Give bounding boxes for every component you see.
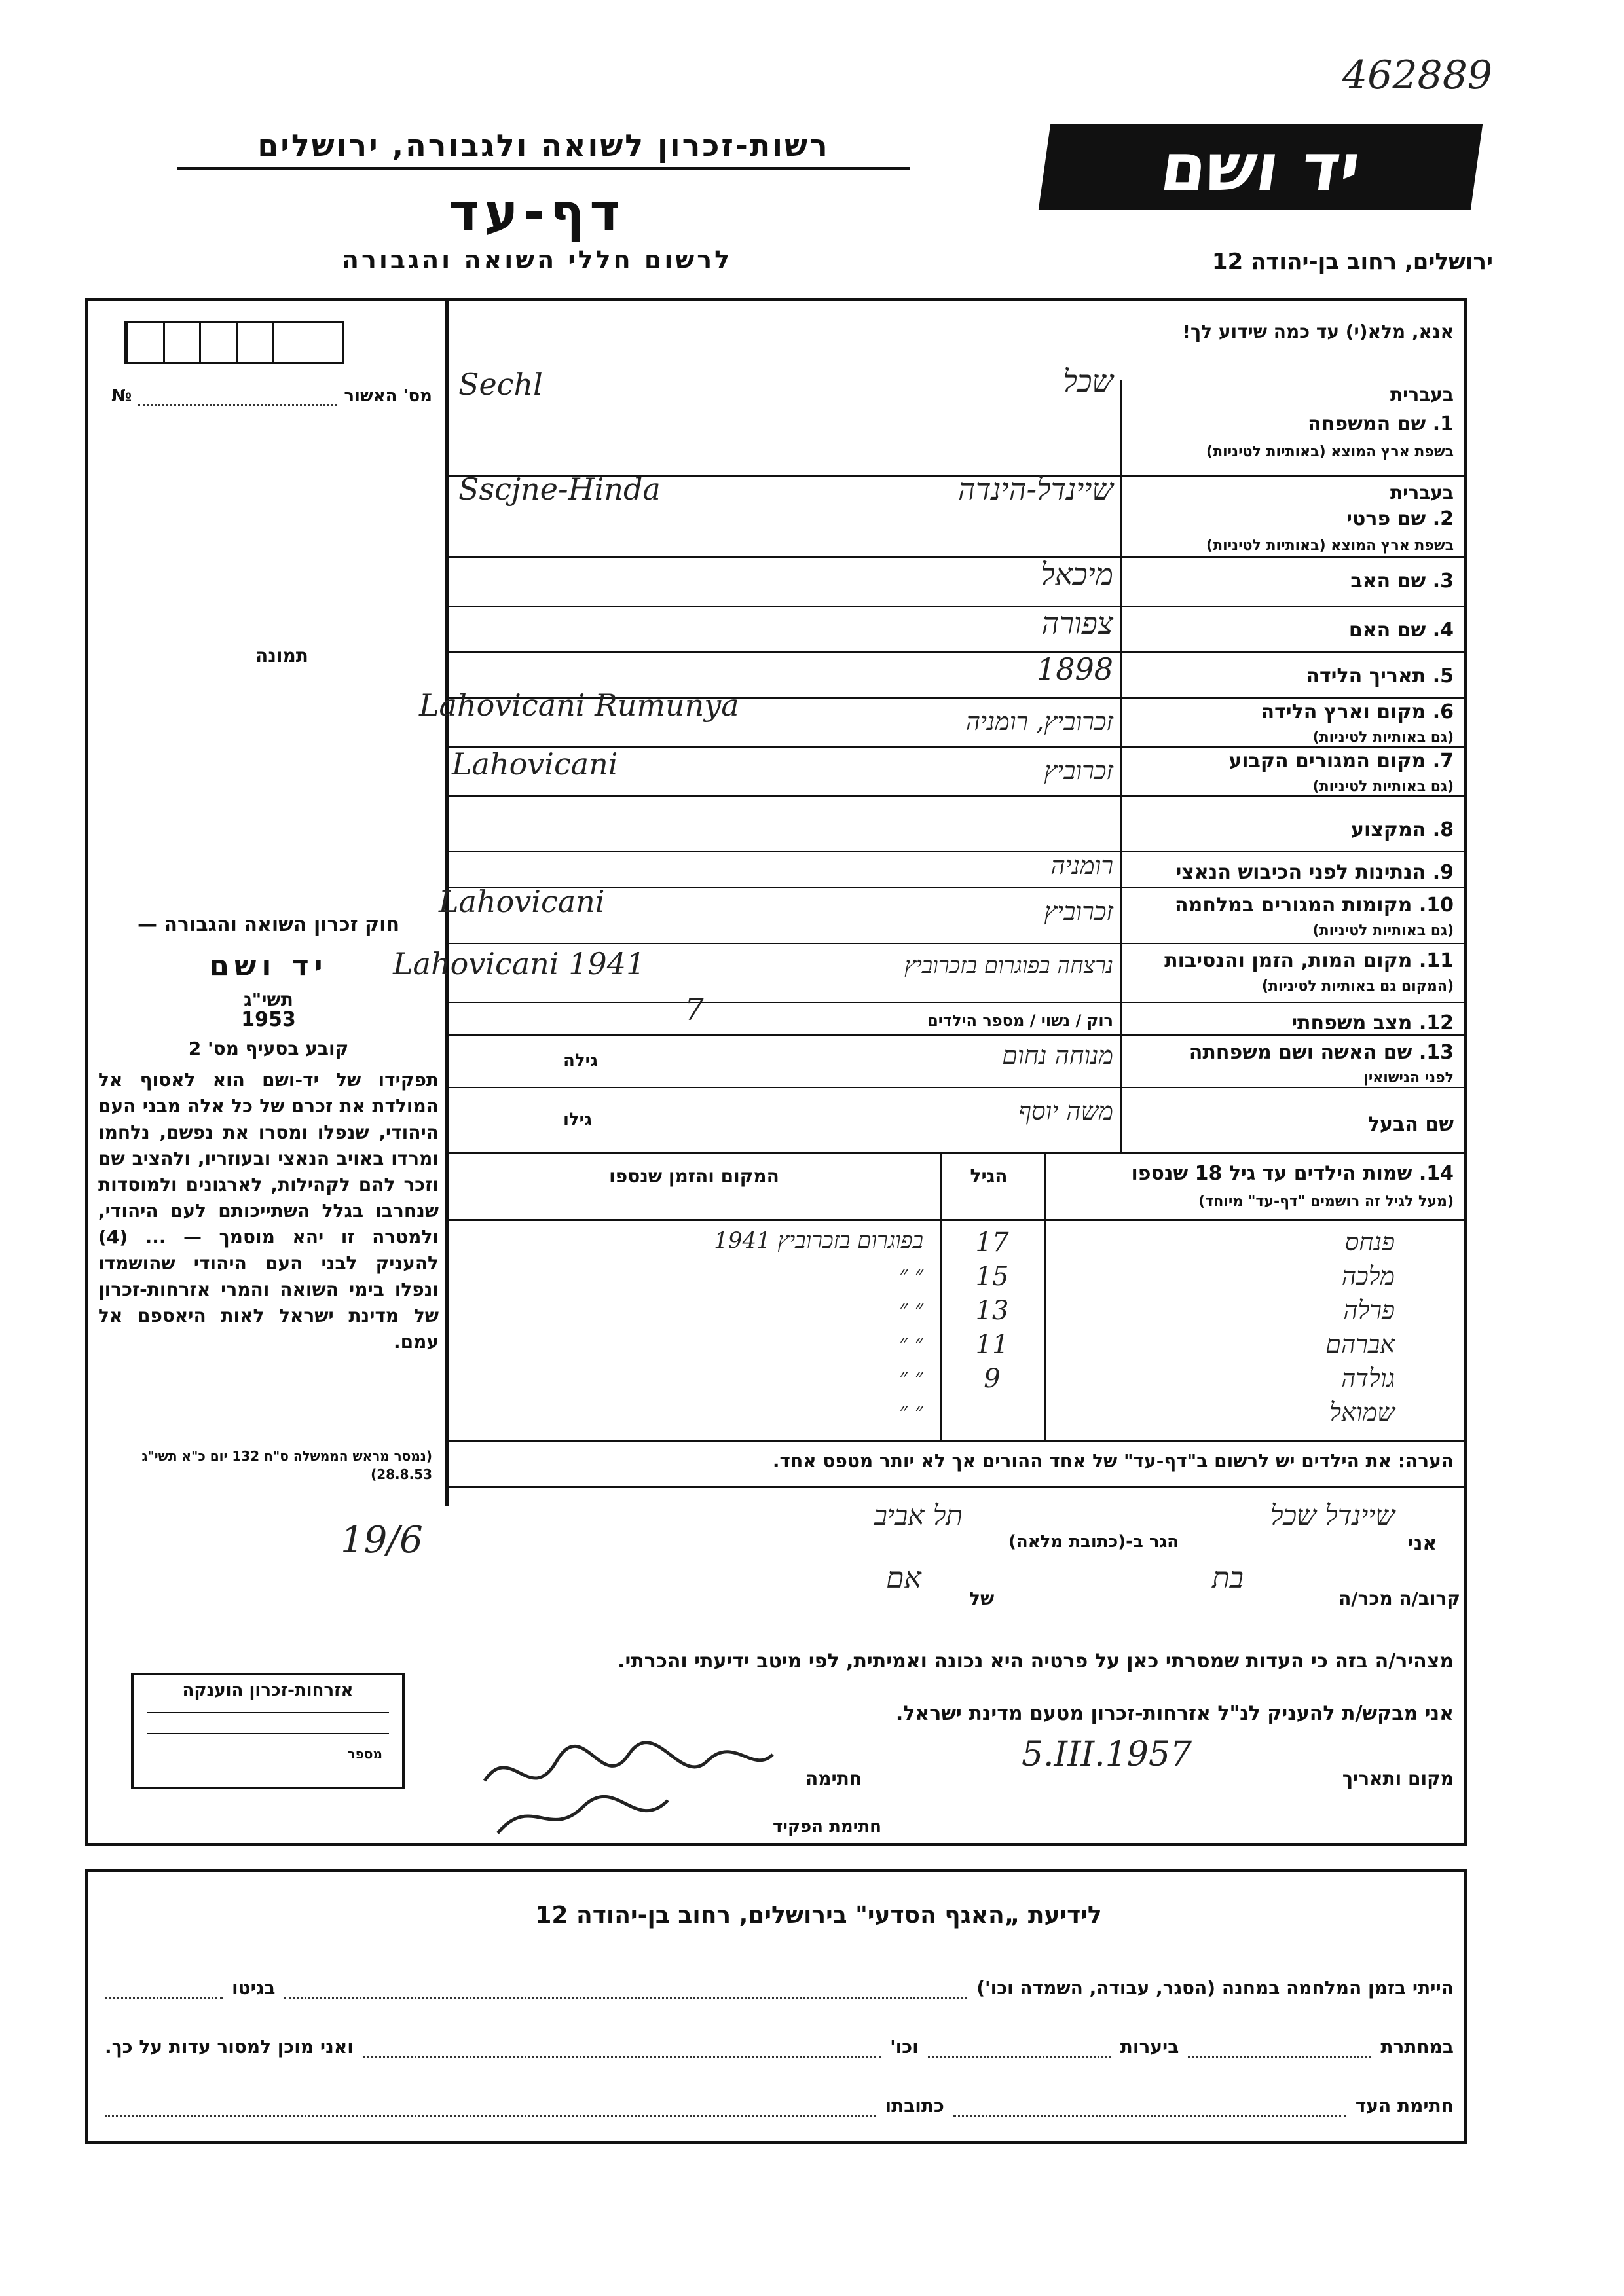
question-first-name xyxy=(1126,481,1454,556)
birth-place-value[interactable]: זכרוביץ, רומניה xyxy=(965,707,1113,736)
surname-label: שם המשפחה xyxy=(1308,412,1426,435)
wartime-label: מקומות המגורים במלחמה xyxy=(1175,894,1412,917)
birth-date-value[interactable]: 1898 xyxy=(1036,651,1113,687)
question-citizenship xyxy=(1126,861,1454,884)
signature-scribble[interactable] xyxy=(471,1735,786,1794)
residence-value[interactable]: זכרוביץ xyxy=(1044,756,1113,785)
wife-label: שם האשה ושם משפחתה xyxy=(1189,1041,1412,1064)
child-death-place[interactable]: ״ ״ xyxy=(899,1364,923,1390)
first-name-sub: בשפת ארץ המוצא (באותיות לטיניות) xyxy=(1206,538,1454,554)
question-wife xyxy=(1126,1041,1454,1087)
residence-num: 7. xyxy=(1432,750,1454,773)
place-date-label: מקום ותאריך xyxy=(1342,1768,1454,1789)
declaration-text: מצהיר/ה בזה כי העדות שמסרתי כאן על פרטיה היא נכונה ואמיתית, לפי מיטב ידיעתי והכרתי. xyxy=(618,1650,1454,1673)
declarant-i-label: אני xyxy=(1408,1532,1437,1555)
child-row xyxy=(452,1398,1460,1430)
approval-number-label: מס' האשור xyxy=(344,386,432,406)
law-text: תפקידו של יד-ושם הוא לאסוף אל המולדת את זכרם של כל אלה מבני העם היהודי, שנפלו ומסרו את נפשם, נלחמו ומרדו באויב הנאצי ובעוזריו, ולהציב שם וזכר להם לקהילות, לארגונים ולמוסדות שנחרבו בגלל השתייכותם לעם היהודי, ולמטרה זו יהא מוסמך — ... (4) להעניק לבני העם היהודי שהושמדו ונפלו בימי השואה והמרי אזרחות-זכרון של מדינת ישראל לאות היאספם אל עמם. xyxy=(98,1069,439,1353)
question-father xyxy=(1126,570,1454,593)
question-death xyxy=(1126,949,1454,1002)
question-occupation xyxy=(1126,818,1454,842)
approval-number-symbol: № xyxy=(111,386,132,406)
child-row xyxy=(452,1296,1460,1328)
death-latin-value[interactable]: Lahovicani 1941 xyxy=(393,946,646,981)
child-name[interactable]: אברהם xyxy=(1325,1330,1395,1358)
child-name[interactable]: פרלה xyxy=(1343,1296,1395,1324)
question-family-status xyxy=(1126,1011,1454,1035)
law-footnote: (נמסר מראש הממשלה ס"ח 132 יום כ"א תשי"ג 28.8.53) xyxy=(141,1448,432,1482)
memorial-citizenship-stamp xyxy=(131,1673,405,1789)
child-death-place[interactable]: בפוגרום בזכרוביץ 1941 xyxy=(714,1228,923,1254)
child-death-place[interactable]: ״ ״ xyxy=(899,1330,923,1356)
children-count-value[interactable]: 7 xyxy=(684,992,704,1027)
place-column-header: המקום והזמן שנספו xyxy=(609,1165,779,1187)
question-birth-place xyxy=(1126,701,1454,746)
of-label: של xyxy=(969,1588,995,1609)
photo-label: תמונה xyxy=(255,645,308,666)
question-residence xyxy=(1126,750,1454,795)
law-year-heb: תשי"ג xyxy=(244,989,293,1010)
child-name[interactable]: גולדה xyxy=(1341,1364,1395,1393)
child-row xyxy=(452,1330,1460,1362)
birth-date-label: תאריך הלידה xyxy=(1306,665,1426,687)
forests-input[interactable] xyxy=(928,2056,1111,2058)
authority-name: רשות-זכרון לשואה ולגבורה, ירושלים xyxy=(177,128,910,170)
father-num: 3. xyxy=(1432,570,1454,592)
question-birth-date xyxy=(1126,665,1454,688)
child-age[interactable]: 17 xyxy=(975,1228,1009,1258)
question-surname xyxy=(1126,383,1454,475)
camp-label: הייתי בזמן המלחמה במחנה (הסגר, עבודה, השמדה וכו') xyxy=(976,1977,1454,1999)
witness-address-label: כתובתו xyxy=(885,2095,944,2117)
wife-num: 13. xyxy=(1418,1041,1454,1064)
logo-text: יד ושם xyxy=(1156,128,1365,206)
stamp-number-label: מספר xyxy=(347,1746,382,1762)
signature-label: חתימה xyxy=(805,1768,862,1789)
child-age[interactable]: 11 xyxy=(975,1330,1009,1360)
children-sub: (מעל לגיל זה רושמים "דף-עד" מיוחד) xyxy=(1198,1194,1454,1210)
first-name-hebrew-value[interactable]: שיינדל-הינדה xyxy=(957,471,1113,507)
death-label: מקום המות, הזמן והנסיבות xyxy=(1164,949,1412,972)
officer-signature-label: חתימת הפקיד xyxy=(773,1817,881,1836)
header-address: ירושלים, רחוב בן-יהודה 12 xyxy=(1211,249,1493,275)
occupation-num: 8. xyxy=(1432,818,1454,841)
surname-hebrew-label: בעברית xyxy=(1390,384,1454,405)
family-status-num: 12. xyxy=(1418,1011,1454,1034)
family-status-options: רוק / נשוי / מספר הילדים xyxy=(927,1011,1113,1030)
wartime-num: 10. xyxy=(1418,894,1454,917)
birth-place-latin-value[interactable]: Lahovicani Rumunya xyxy=(419,687,739,723)
child-death-place[interactable]: ״ ״ xyxy=(899,1398,923,1424)
death-value[interactable]: נרצחה בפוגרום בזכרוביץ xyxy=(904,953,1113,979)
question-husband xyxy=(1126,1113,1454,1137)
residence-sub: (גם באותיות לטיניות) xyxy=(1312,778,1454,795)
underground-input[interactable] xyxy=(1188,2056,1371,2058)
ghetto-label: בגיטו xyxy=(232,1977,276,1999)
law-year: 1953 xyxy=(241,1008,296,1031)
camp-input[interactable] xyxy=(284,1997,967,1999)
document-number: 462889 xyxy=(1342,52,1493,98)
child-name[interactable]: מלכה xyxy=(1341,1262,1395,1290)
age-column-header: הגיל xyxy=(970,1165,1008,1187)
of-value[interactable]: אם xyxy=(886,1561,921,1595)
stamp-title: אזרחות-זכרון הוענקה xyxy=(182,1681,354,1700)
residence-label: מקום המגורים הקבוע xyxy=(1228,750,1426,773)
death-sub: (המקום גם באותיות לטיניות) xyxy=(1261,978,1454,994)
surname-latin-value[interactable]: Sechl xyxy=(458,367,543,402)
occupation-label: המקצוע xyxy=(1350,818,1426,841)
witness-signature-label: חתימת העד xyxy=(1355,2095,1454,2117)
witness-signature-input[interactable] xyxy=(953,2115,1346,2117)
children-label: שמות הילדים עד גיל 18 שנספו xyxy=(1131,1162,1412,1185)
child-age[interactable]: 13 xyxy=(975,1296,1009,1326)
birth-place-label: מקום וארץ הלידה xyxy=(1261,701,1426,723)
approval-number-row xyxy=(111,386,432,406)
child-age[interactable]: 15 xyxy=(975,1262,1009,1292)
etc-label: וכו' xyxy=(890,2036,919,2058)
citizenship-num: 9. xyxy=(1432,861,1454,884)
ghetto-input[interactable] xyxy=(105,1997,223,1999)
law-title: חוק זכרון השואה והגבורה — xyxy=(137,913,400,936)
child-name[interactable]: פנחס xyxy=(1344,1228,1395,1256)
form-title: דף-עד xyxy=(449,183,625,242)
handwritten-date[interactable]: 19/6 xyxy=(341,1519,423,1561)
first-name-hebrew-label: בעברית xyxy=(1390,482,1454,503)
child-row xyxy=(452,1228,1460,1260)
note-text: הערה: את הילדים יש לרשום ב"דף-עד" של אחד ההורים אך לא יותר מטפס אחד. xyxy=(772,1450,1454,1472)
birth-date-num: 5. xyxy=(1432,665,1454,687)
child-row xyxy=(452,1262,1460,1294)
wife-sub: לפני הנישואין xyxy=(1363,1070,1454,1086)
wartime-sub: (גם באותיות לטיניות) xyxy=(1312,922,1454,939)
witness-address-input[interactable] xyxy=(105,2115,876,2117)
husband-value[interactable]: משה יוסף xyxy=(1018,1097,1113,1125)
citizenship-label: הנתינות לפני הכיבוש הנאצי xyxy=(1175,861,1426,884)
first-name-num: 2. xyxy=(1432,507,1454,530)
yad-vashem-logo xyxy=(1039,124,1483,210)
bottom-line-1 xyxy=(105,1977,1454,1999)
mother-num: 4. xyxy=(1432,619,1454,642)
child-death-place[interactable]: ״ ״ xyxy=(899,1296,923,1322)
intro-text: אנא, מלא(י) עד כמה שידוע לך! xyxy=(1182,321,1454,342)
first-name-latin-value[interactable]: Sscjne-Hinda xyxy=(458,471,661,507)
death-num: 11. xyxy=(1418,949,1454,972)
law-section: קובע בסעיף מס' 2 xyxy=(188,1038,349,1059)
children-header xyxy=(1048,1162,1454,1211)
underground-label: במחתרת xyxy=(1380,2036,1454,2058)
husband-age-label: גילו xyxy=(563,1110,592,1129)
child-age[interactable]: 9 xyxy=(984,1364,1001,1394)
testimony-willing-text: ואני מוכן למסור עדות על כך. xyxy=(105,2036,354,2058)
birth-place-num: 6. xyxy=(1432,701,1454,723)
forests-label: ביערות xyxy=(1120,2036,1179,2058)
question-wartime-places xyxy=(1126,894,1454,943)
bottom-line-2 xyxy=(105,2036,1454,2058)
bottom-title: לידיעת „האגף הסדעי" בירושלים, רחוב בן-יהודה 12 xyxy=(535,1902,1102,1929)
etc-input[interactable] xyxy=(363,2056,881,2058)
husband-label: שם הבעל xyxy=(1367,1113,1454,1136)
request-text: אני מבקש/ת להעניק לנ"ל אזרחות-זכרון מטעם מדינת ישראל. xyxy=(895,1702,1454,1725)
relation-value[interactable]: בת xyxy=(1211,1561,1244,1595)
surname-sub: בשפת ארץ המוצא (באותיות לטיניות) xyxy=(1206,444,1454,460)
form-subtitle: לרשום חללי השואה והגבורה xyxy=(341,246,733,274)
father-label: שם האב xyxy=(1350,570,1426,592)
mother-value[interactable]: צפורה xyxy=(1041,606,1113,641)
wife-value[interactable]: מנוחה נחום xyxy=(1002,1041,1113,1070)
residence-latin-value[interactable]: Lahovicani xyxy=(452,746,618,782)
wife-age-label: גילה xyxy=(563,1051,598,1070)
wartime-latin-value[interactable]: Lahovicani xyxy=(439,884,605,919)
declarant-address[interactable]: תל אביב xyxy=(874,1499,963,1531)
family-status-label: מצב משפחתי xyxy=(1291,1011,1412,1034)
wartime-value[interactable]: זכרוביץ xyxy=(1044,897,1113,926)
children-num: 14. xyxy=(1418,1162,1454,1185)
citizenship-value[interactable]: רומניה xyxy=(1050,851,1113,880)
bottom-line-3 xyxy=(105,2095,1454,2117)
relation-label: קרוב/ה מכר/ה xyxy=(1338,1588,1460,1609)
question-mother xyxy=(1126,619,1454,642)
number-boxes xyxy=(124,321,344,364)
child-death-place[interactable]: ״ ״ xyxy=(899,1262,923,1288)
declarant-address-label: הגר ב-(כתובת מלאה) xyxy=(1008,1532,1179,1552)
law-logo: יד ושם xyxy=(209,949,328,983)
first-name-label: שם פרטי xyxy=(1346,507,1426,530)
declarant-name[interactable]: שיינדל שכל xyxy=(1270,1499,1395,1531)
mother-label: שם האם xyxy=(1348,619,1426,642)
birth-place-sub: (גם באותיות לטיניות) xyxy=(1312,729,1454,746)
father-value[interactable]: מיכאל xyxy=(1041,556,1113,592)
child-name[interactable]: שמואל xyxy=(1329,1398,1395,1427)
place-date-value[interactable]: 5.III.1957 xyxy=(1021,1735,1192,1774)
surname-num: 1. xyxy=(1432,412,1454,435)
surname-hebrew-value[interactable]: שכל xyxy=(1063,363,1113,399)
child-row xyxy=(452,1364,1460,1396)
